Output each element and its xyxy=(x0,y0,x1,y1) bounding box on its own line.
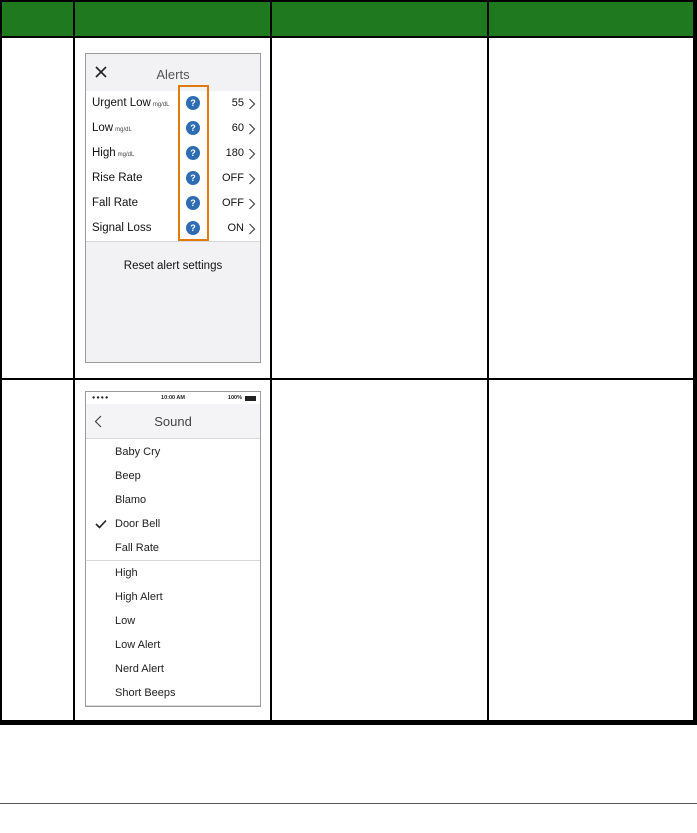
table-border-bottom xyxy=(0,720,697,725)
column-divider xyxy=(73,0,75,725)
alert-row-label xyxy=(92,222,151,234)
sound-option-label: Blamo xyxy=(115,494,147,506)
sound-title: Sound xyxy=(154,414,192,429)
alert-unit: mg/dL xyxy=(115,127,132,133)
sound-option[interactable] xyxy=(86,536,260,561)
alert-row-label xyxy=(92,147,134,159)
sound-option-label: Beep xyxy=(115,470,141,482)
sound-option[interactable] xyxy=(86,440,260,465)
sound-option-label: Short Beeps xyxy=(115,687,176,699)
footer-rule xyxy=(0,803,697,804)
row-divider xyxy=(0,378,697,380)
alert-value: 55 xyxy=(231,97,244,109)
alert-name: High xyxy=(92,147,116,159)
column-divider xyxy=(270,0,272,725)
checkmark-icon xyxy=(95,519,107,529)
sound-option-label: High Alert xyxy=(115,591,163,603)
battery-icon xyxy=(245,396,256,401)
alert-value: OFF xyxy=(222,197,244,209)
sound-option[interactable] xyxy=(86,681,260,706)
sound-option[interactable] xyxy=(86,657,260,682)
alert-row[interactable] xyxy=(86,216,260,242)
signal-indicator: ●●●● xyxy=(92,395,110,401)
table-border-top xyxy=(0,0,697,2)
help-icon[interactable]: ? xyxy=(186,171,200,185)
chevron-right-icon xyxy=(248,123,256,135)
status-bar xyxy=(86,392,260,404)
help-icon[interactable]: ? xyxy=(186,121,200,135)
alert-unit: mg/dL xyxy=(152,102,170,108)
alert-row[interactable] xyxy=(86,141,260,167)
alert-row-label xyxy=(92,97,170,109)
alert-value: OFF xyxy=(222,172,244,184)
help-icon[interactable]: ? xyxy=(186,96,200,110)
sound-option-label: Low xyxy=(115,615,136,627)
help-icon[interactable]: ? xyxy=(186,221,200,235)
chevron-right-icon xyxy=(248,223,256,235)
help-icon[interactable]: ? xyxy=(186,146,200,160)
alert-row[interactable] xyxy=(86,116,260,142)
sound-option-label: Fall Rate xyxy=(115,542,160,554)
battery-percent: 100% xyxy=(227,395,242,401)
alert-name: Signal Loss xyxy=(92,222,152,234)
alert-row-label xyxy=(92,122,132,134)
help-icon[interactable]: ? xyxy=(186,196,200,210)
chevron-right-icon xyxy=(248,173,256,185)
alerts-screenshot xyxy=(85,53,261,363)
alert-value: 60 xyxy=(231,122,244,134)
sound-option[interactable] xyxy=(86,464,260,489)
sound-option[interactable] xyxy=(86,633,260,658)
table-border-right xyxy=(693,0,697,725)
sound-nav-bar xyxy=(86,404,260,439)
sound-option[interactable] xyxy=(86,609,260,634)
alert-name: Fall Rate xyxy=(92,197,139,209)
sound-option[interactable] xyxy=(86,488,260,513)
alert-value: 180 xyxy=(225,147,244,159)
alerts-title: Alerts xyxy=(156,67,190,82)
alert-row-label xyxy=(92,172,143,184)
column-divider xyxy=(487,0,489,725)
alert-name: Rise Rate xyxy=(92,172,143,184)
alert-value: ON xyxy=(227,222,244,234)
help-icons-highlight-box xyxy=(178,85,209,241)
alert-row[interactable] xyxy=(86,166,260,192)
alert-name: Urgent Low xyxy=(92,97,151,109)
sound-option-label: Nerd Alert xyxy=(115,663,164,675)
sound-option[interactable] xyxy=(86,561,260,586)
sound-option[interactable] xyxy=(86,585,260,610)
chevron-right-icon xyxy=(248,148,256,160)
reset-alert-settings-button[interactable]: Reset alert settings xyxy=(123,260,223,272)
sound-option-label: Low Alert xyxy=(115,639,161,651)
sound-option-label: Baby Cry xyxy=(115,446,161,458)
alert-name: Low xyxy=(92,122,114,134)
table-border-left xyxy=(0,0,2,725)
alert-row[interactable] xyxy=(86,91,260,117)
chevron-right-icon xyxy=(248,198,256,210)
alert-row-label xyxy=(92,197,138,209)
sound-screenshot xyxy=(85,391,261,707)
alert-unit: mg/dL xyxy=(117,152,135,158)
table-header-band xyxy=(0,0,697,37)
sound-option-label: Door Bell xyxy=(115,518,161,530)
chevron-right-icon xyxy=(248,98,256,110)
alert-row[interactable] xyxy=(86,191,260,217)
sound-option[interactable] xyxy=(86,512,260,537)
row-divider xyxy=(0,36,697,38)
sound-option-label: High xyxy=(115,567,138,579)
alerts-nav-bar xyxy=(86,54,260,90)
status-time: 10:00 AM xyxy=(161,395,185,401)
